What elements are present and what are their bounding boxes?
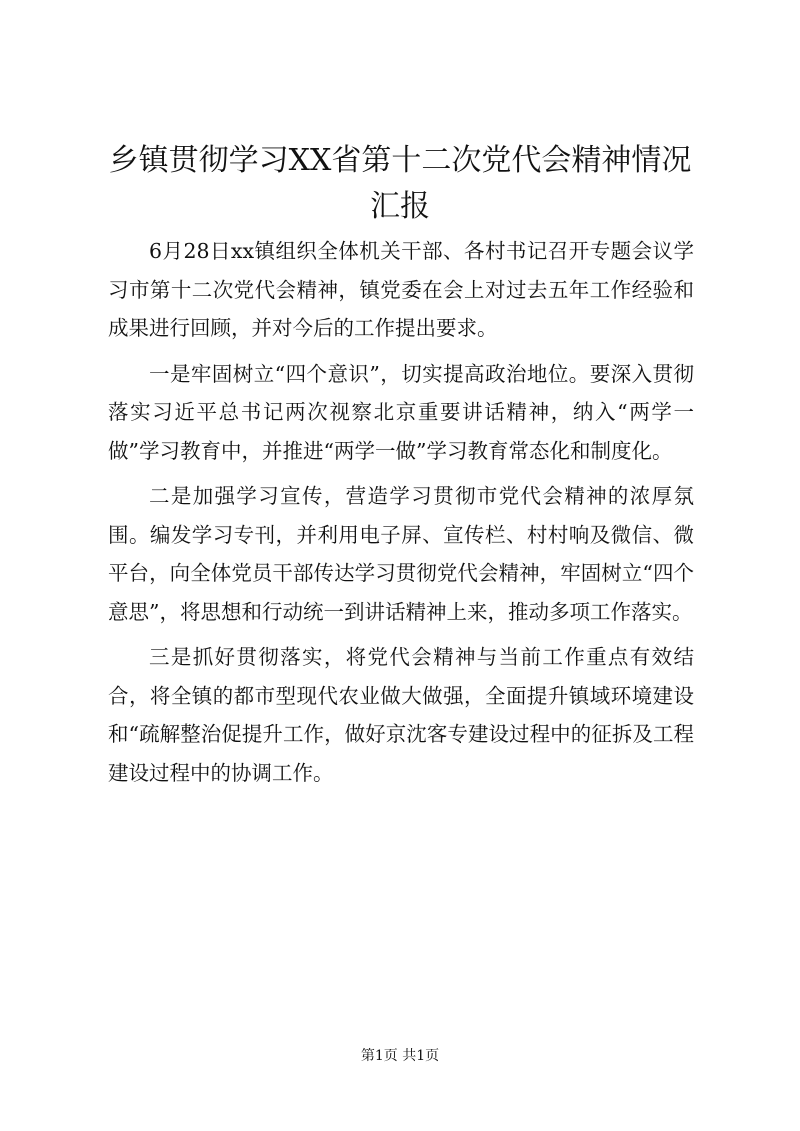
paragraph-point-two: 二是加强学习宣传，营造学习贯彻市党代会精神的浓厚氛围。编发学习专刊，并利用电子屏、宣传栏、村村响及微信、微平台，向全体党员干部传达学习贯彻党代会精神，牢固树立“四个意思”，将思想和行动统一到讲话精神上来，推动多项工作落实。: [108, 484, 694, 624]
paragraph-intro: 6月28日xx镇组织全体机关干部、各村书记召开专题会议学习市第十二次党代会精神，镇党委在会上对过去五年工作经验和成果进行回顾，并对今后的工作提出要求。: [108, 239, 694, 340]
document-body: [108, 232, 694, 799]
document-title: 乡镇贯彻学习XX省第十二次党代会精神情况汇报: [108, 143, 692, 224]
paragraph-point-one: 一是牢固树立“四个意识”，切实提高政治地位。要深入贯彻落实习近平总书记两次视察北京重要讲话精神，纳入“两学一做”学习教育中，并推进“两学一做”学习教育常态化和制度化。: [108, 361, 694, 463]
page-number-footer: 第1页 共1页: [360, 1048, 440, 1064]
paragraph-point-three: 三是抓好贯彻落实，将党代会精神与当前工作重点有效结合，将全镇的都市型现代农业做大做强，全面提升镇域环境建设和“疏解整治促提升工作，做好京沈客专建设过程中的征拆及工程建设过程中的协调工作。: [108, 645, 694, 785]
